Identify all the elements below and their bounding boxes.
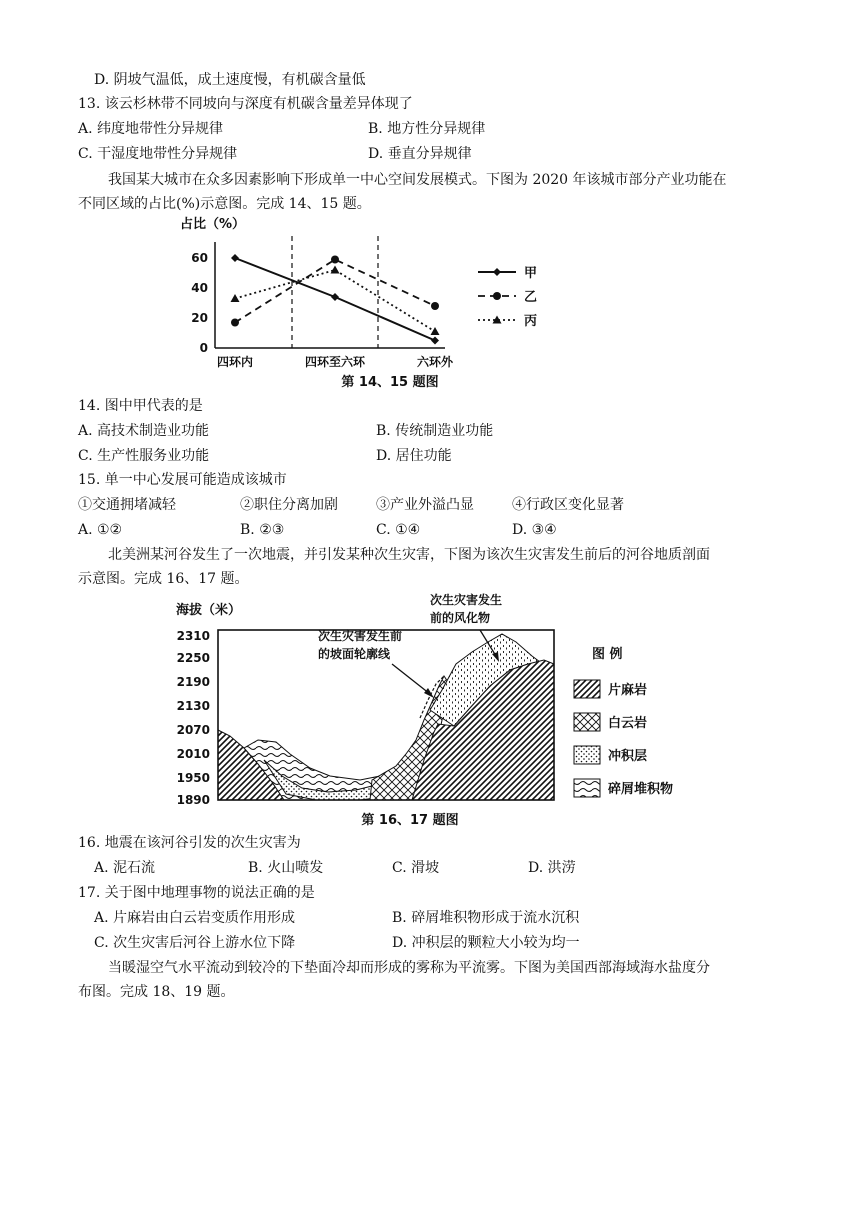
q17-option-b: B. 碎屑堆积物形成于流水沉积 bbox=[392, 910, 580, 926]
annotation-slope-arrowhead bbox=[424, 688, 434, 698]
intro-18-19-line1: 当暖湿空气水平流动到较冷的下垫面冷却而形成的雾称为平流雾。下图为美国西部海域海水盐度分 bbox=[108, 960, 710, 976]
q15-item-4: ④行政区变化显著 bbox=[512, 497, 624, 513]
annotation-weathered-line1: 次生灾害发生 bbox=[430, 593, 503, 607]
chart-y-tick-20: 20 bbox=[191, 311, 208, 325]
figure-16-17-geologic-profile bbox=[160, 590, 700, 832]
profile-y-tick-1890: 1890 bbox=[176, 793, 210, 807]
chart-y-tick-0: 0 bbox=[199, 341, 208, 355]
legend-swatch-dolomite bbox=[574, 713, 600, 731]
chart-x-tick-1: 四环至六环 bbox=[304, 355, 366, 369]
series-2-point-1 bbox=[231, 319, 239, 327]
q16-option-c: C. 滑坡 bbox=[392, 860, 440, 876]
series-3-point-2 bbox=[331, 266, 340, 274]
q14-stem: 14. 图中甲代表的是 bbox=[78, 398, 203, 414]
legend-swatch-debris bbox=[574, 779, 600, 797]
legend-label-3: 丙 bbox=[524, 314, 538, 329]
q13-option-a: A. 纬度地带性分异规律 bbox=[78, 121, 224, 137]
profile-y-tick-2250: 2250 bbox=[176, 651, 210, 665]
chart-y-axis-label: 占比（%） bbox=[180, 217, 246, 232]
q15-option-a: A. ①② bbox=[78, 522, 123, 538]
profile-y-tick-2010: 2010 bbox=[176, 747, 210, 761]
legend-swatch-alluvium bbox=[574, 746, 600, 764]
profile-legend-title: 图 例 bbox=[592, 647, 623, 662]
q15-item-2: ②职住分离加剧 bbox=[240, 497, 338, 513]
chart-x-tick-0: 四环内 bbox=[216, 355, 254, 369]
series-1-point-1 bbox=[231, 254, 239, 262]
intro-14-15-line2: 不同区域的占比(%)示意图。完成 14、15 题。 bbox=[78, 196, 371, 212]
series-2-point-3 bbox=[431, 302, 439, 310]
chart-y-tick-60: 60 bbox=[191, 251, 208, 265]
annotation-slope-line2: 的坡面轮廓线 bbox=[318, 647, 391, 661]
legend-label-1: 甲 bbox=[524, 266, 538, 281]
chart-x-tick-2: 六环外 bbox=[416, 355, 454, 369]
series-3-point-1 bbox=[231, 294, 240, 302]
chart-legend bbox=[478, 266, 537, 329]
intro-16-17-line1: 北美洲某河谷发生了一次地震，并引发某种次生灾害，下图为该次生灾害发生前后的河谷地质剖面 bbox=[108, 547, 710, 563]
q14-option-d: D. 居住功能 bbox=[376, 448, 452, 464]
q15-option-c: C. ①④ bbox=[376, 522, 421, 538]
chart-series-layer bbox=[231, 254, 440, 345]
annotation-slope-line1: 次生灾害发生前 bbox=[318, 629, 403, 643]
figure-14-15-line-chart bbox=[160, 212, 560, 392]
profile-y-tick-2130: 2130 bbox=[176, 699, 210, 713]
profile-y-tick-1950: 1950 bbox=[176, 771, 210, 785]
series-1-point-2 bbox=[331, 293, 339, 301]
q16-option-b: B. 火山喷发 bbox=[248, 860, 324, 876]
annotation-slope-arrow bbox=[392, 664, 430, 694]
q14-option-c: C. 生产性服务业功能 bbox=[78, 448, 210, 464]
q16-option-d: D. 洪涝 bbox=[528, 860, 576, 876]
legend-label-alluvium: 冲积层 bbox=[608, 749, 648, 764]
q13-option-c: C. 干湿度地带性分异规律 bbox=[78, 146, 238, 162]
legend-label-dolomite: 白云岩 bbox=[608, 716, 648, 731]
legend-label-gneiss: 片麻岩 bbox=[608, 683, 648, 698]
profile-y-tick-2190: 2190 bbox=[176, 675, 210, 689]
q13-stem: 13. 该云杉林带不同坡向与深度有机碳含量差异体现了 bbox=[78, 96, 413, 112]
q14-option-b: B. 传统制造业功能 bbox=[376, 423, 494, 439]
q13-option-b: B. 地方性分异规律 bbox=[368, 121, 486, 137]
intro-16-17-line2: 示意图。完成 16、17 题。 bbox=[78, 571, 249, 587]
q14-option-a: A. 高技术制造业功能 bbox=[78, 423, 210, 439]
series-2-point-2 bbox=[331, 256, 339, 264]
annotation-weathered-line2: 前的风化物 bbox=[430, 611, 491, 625]
profile-y-tick-2070: 2070 bbox=[176, 723, 210, 737]
q17-option-d: D. 冲积层的颗粒大小较为均一 bbox=[392, 935, 580, 951]
intro-14-15-line1: 我国某大城市在众多因素影响下形成单一中心空间发展模式。下图为 2020 年该城市部分产业功能在 bbox=[108, 172, 727, 188]
q16-stem: 16. 地震在该河谷引发的次生灾害为 bbox=[78, 835, 301, 851]
intro-18-19-line2: 布图。完成 18、19 题。 bbox=[78, 984, 235, 1000]
legend-label-2: 乙 bbox=[524, 290, 538, 305]
profile-caption: 第 16、17 题图 bbox=[361, 813, 459, 828]
q17-stem: 17. 关于图中地理事物的说法正确的是 bbox=[78, 885, 315, 901]
chart-y-tick-40: 40 bbox=[191, 281, 208, 295]
series-3-point-3 bbox=[431, 327, 440, 335]
q15-item-1: ①交通拥堵减轻 bbox=[78, 497, 176, 513]
q17-option-c: C. 次生灾害后河谷上游水位下降 bbox=[94, 935, 296, 951]
series-1-point-3 bbox=[431, 337, 439, 345]
q15-item-3: ③产业外溢凸显 bbox=[376, 497, 474, 513]
q12-option-d: D. 阴坡气温低，成土速度慢，有机碳含量低 bbox=[94, 72, 366, 88]
q15-stem: 15. 单一中心发展可能造成该城市 bbox=[78, 472, 287, 488]
q15-option-d: D. ③④ bbox=[512, 522, 557, 538]
profile-y-axis-label: 海拔（米） bbox=[176, 603, 242, 618]
q13-option-d: D. 垂直分异规律 bbox=[368, 146, 472, 162]
chart-caption: 第 14、15 题图 bbox=[341, 375, 439, 390]
legend-marker-1 bbox=[493, 268, 501, 276]
q15-option-b: B. ②③ bbox=[240, 522, 285, 538]
q16-option-a: A. 泥石流 bbox=[94, 860, 156, 876]
legend-label-debris: 碎屑堆积物 bbox=[608, 782, 674, 797]
legend-swatch-gneiss bbox=[574, 680, 600, 698]
legend-marker-2 bbox=[493, 292, 501, 300]
q17-option-a: A. 片麻岩由白云岩变质作用形成 bbox=[94, 910, 296, 926]
profile-y-tick-2310: 2310 bbox=[176, 629, 210, 643]
